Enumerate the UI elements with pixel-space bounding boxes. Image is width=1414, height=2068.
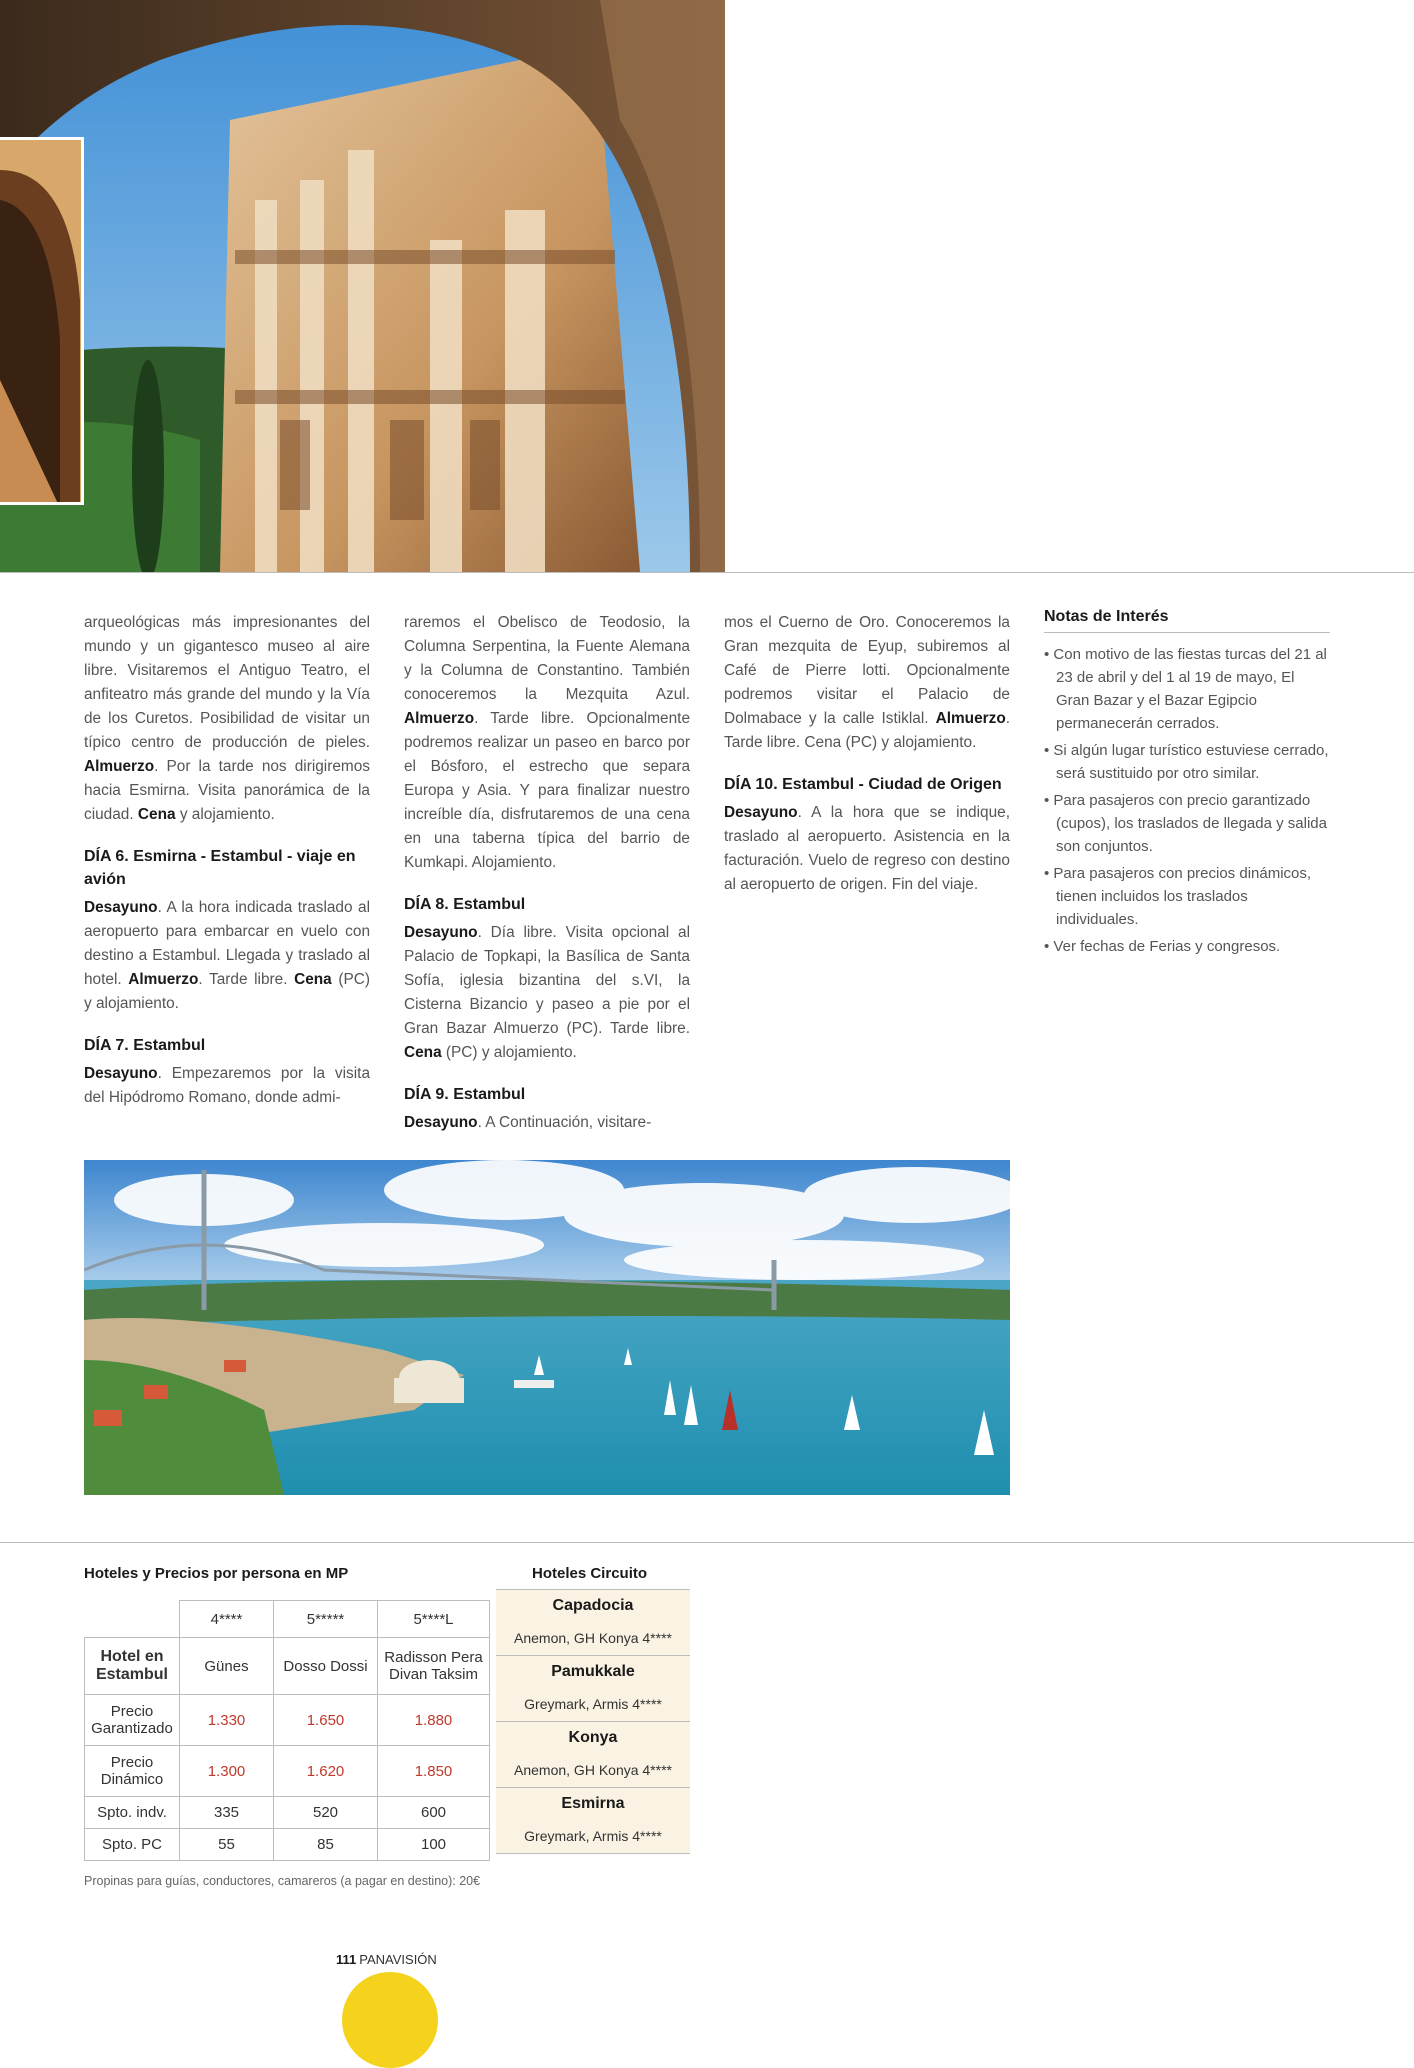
circuit-hotel: Anemon, GH Konya 4**** [496,1754,690,1788]
day5-continuation: arqueológicas más impresionantes del mundo y un gigantesco museo al aire libre. Visitaremos el Antiguo Teatro, el anfiteatro más grande del mundo y la Vía de los Curetos. Posibilidad de visitar un típico centro de producción de pieles. Almuerzo. Por la tarde nos dirigiremos hacia Esmirna. Visita panorámica de la ciudad. Cena y alojamiento. [84,614,370,823]
circuit-hotel: Greymark, Armis 4**** [496,1688,690,1722]
inset-arch-photo [0,137,84,505]
page-footer [336,1952,437,1967]
supplement-cell: 335 [180,1797,274,1829]
day6-title: DÍA 6. Esmirna - Estambul - viaje en avión [84,848,356,888]
notes-list [1044,643,1330,958]
empty-cell [85,1601,180,1638]
itinerary-column-3 [724,611,1010,897]
supplement-cell: 600 [378,1797,490,1829]
row-label: Precio Dinámico [85,1746,180,1797]
price-cell: 1.650 [274,1695,378,1746]
supplement-cell: 520 [274,1797,378,1829]
supplement-cell: 55 [180,1829,274,1861]
notes-title: Notas de Interés [1044,608,1330,633]
price-cell: 1.300 [180,1746,274,1797]
row-label: Precio Garantizado [85,1695,180,1746]
day7-text: Desayuno. Empezaremos por la visita del Hipódromo Romano, donde admi- [84,1065,370,1106]
hotel-cell: Radisson Pera Divan Taksim [378,1638,490,1695]
row-label: Hotel en Estambul [85,1638,180,1695]
circuit-city: Capadocia [496,1590,690,1622]
bottom-divider [0,1542,1414,1543]
brand-name: PANAVISIÓN [359,1952,437,1967]
supplement-cell: 100 [378,1829,490,1861]
table-row [85,1829,490,1861]
itinerary-column-1 [84,611,370,1110]
price-cell: 1.880 [378,1695,490,1746]
price-cell: 1.330 [180,1695,274,1746]
price-cell: 1.850 [378,1746,490,1797]
category-header: 5***** [274,1601,378,1638]
tips-note: Propinas para guías, conductores, camareros (a pagar en destino): 20€ [84,1874,481,1888]
day6-text: Desayuno. A la hora indicada traslado al aeropuerto para embarcar en vuelo con destino a Estambul. Llegada y traslado al hotel. Almuerzo. Tarde libre. Cena (PC) y alojamiento. [84,899,370,1012]
table-row [85,1746,490,1797]
table-row [85,1797,490,1829]
circuit-hotels-box [496,1589,690,1854]
page-number: 111 [336,1952,357,1967]
row-label: Spto. indv. [85,1797,180,1829]
celsus-library-photo [0,0,725,572]
table-row [85,1638,490,1695]
decorative-yellow-circle [342,1972,438,2068]
prices-table [84,1600,490,1861]
day8-text: Desayuno. Día libre. Visita opcional al Palacio de Topkapi, la Basílica de Santa Sofía, iglesia bizantina del s.VI, la Cisterna Bizancio y paseo a pie por el Gran Bazar Almuerzo (PC). Tarde libre. Cena (PC) y alojamiento. [404,924,690,1061]
note-item: • Si algún lugar turístico estuviese cerrado, será sustituido por otro similar. [1044,742,1329,782]
notes-box [1044,608,1330,962]
prices-caption: Hoteles y Precios por persona en MP [84,1565,349,1582]
circuit-city: Pamukkale [496,1656,690,1688]
supplement-cell: 85 [274,1829,378,1861]
day9-text: Desayuno. A Continuación, visitare- [404,1114,652,1131]
day7-title: DÍA 7. Estambul [84,1037,206,1054]
day9-continuation: mos el Cuerno de Oro. Conoceremos la Gran mezquita de Eyup, subiremos al Café de Pierre lotti. Opcionalmente podremos visitar el Palacio de Dolmabace y la calle Istiklal. Almuerzo. Tarde libre. Cena (PC) y alojamiento. [724,614,1010,751]
circuit-city: Konya [496,1722,690,1754]
note-item: • Ver fechas de Ferias y congresos. [1044,938,1281,955]
top-divider [0,572,1414,573]
note-item: • Con motivo de las fiestas turcas del 21 al 23 de abril y del 1 al 19 de mayo, El Gran Bazar y el Bazar Egipcio permanecerán cerrados. [1044,646,1327,732]
hotel-cell: Dosso Dossi [274,1638,378,1695]
day10-title: DÍA 10. Estambul - Ciudad de Origen [724,776,1002,793]
itinerary-column-2 [404,611,690,1135]
table-row [85,1695,490,1746]
table-row [85,1601,490,1638]
day9-title: DÍA 9. Estambul [404,1086,526,1103]
circuit-city: Esmirna [496,1788,690,1820]
category-header: 4**** [180,1601,274,1638]
circuit-hotel: Anemon, GH Konya 4**** [496,1622,690,1656]
price-cell: 1.620 [274,1746,378,1797]
circuit-hotel: Greymark, Armis 4**** [496,1820,690,1854]
note-item: • Para pasajeros con precios dinámicos, tienen incluidos los traslados individuales. [1044,865,1312,928]
day8-title: DÍA 8. Estambul [404,896,526,913]
day7-continuation: raremos el Obelisco de Teodosio, la Columna Serpentina, la Fuente Alemana y la Columna de Constantino. También conoceremos la Mezquita Azul. Almuerzo. Tarde libre. Opcionalmente podremos realizar un paseo en barco por el Bósforo, el estrecho que separa Europa y Asia. Y para finalizar nuestro increíble día, disfrutaremos de una cena en una taberna típica del barrio de Kumkapi. Alojamiento. [404,614,690,871]
circuit-hotels-caption: Hoteles Circuito [532,1565,648,1582]
note-item: • Para pasajeros con precio garantizado (cupos), los traslados de llegada y salida son conjuntos. [1044,792,1327,855]
category-header: 5****L [378,1601,490,1638]
day10-text: Desayuno. A la hora que se indique, traslado al aeropuerto. Asistencia en la facturación. Vuelo de regreso con destino al aeropuerto de origen. Fin del viaje. [724,804,1010,893]
bosphorus-photo [84,1160,1010,1495]
row-label: Spto. PC [85,1829,180,1861]
hotel-cell: Günes [180,1638,274,1695]
